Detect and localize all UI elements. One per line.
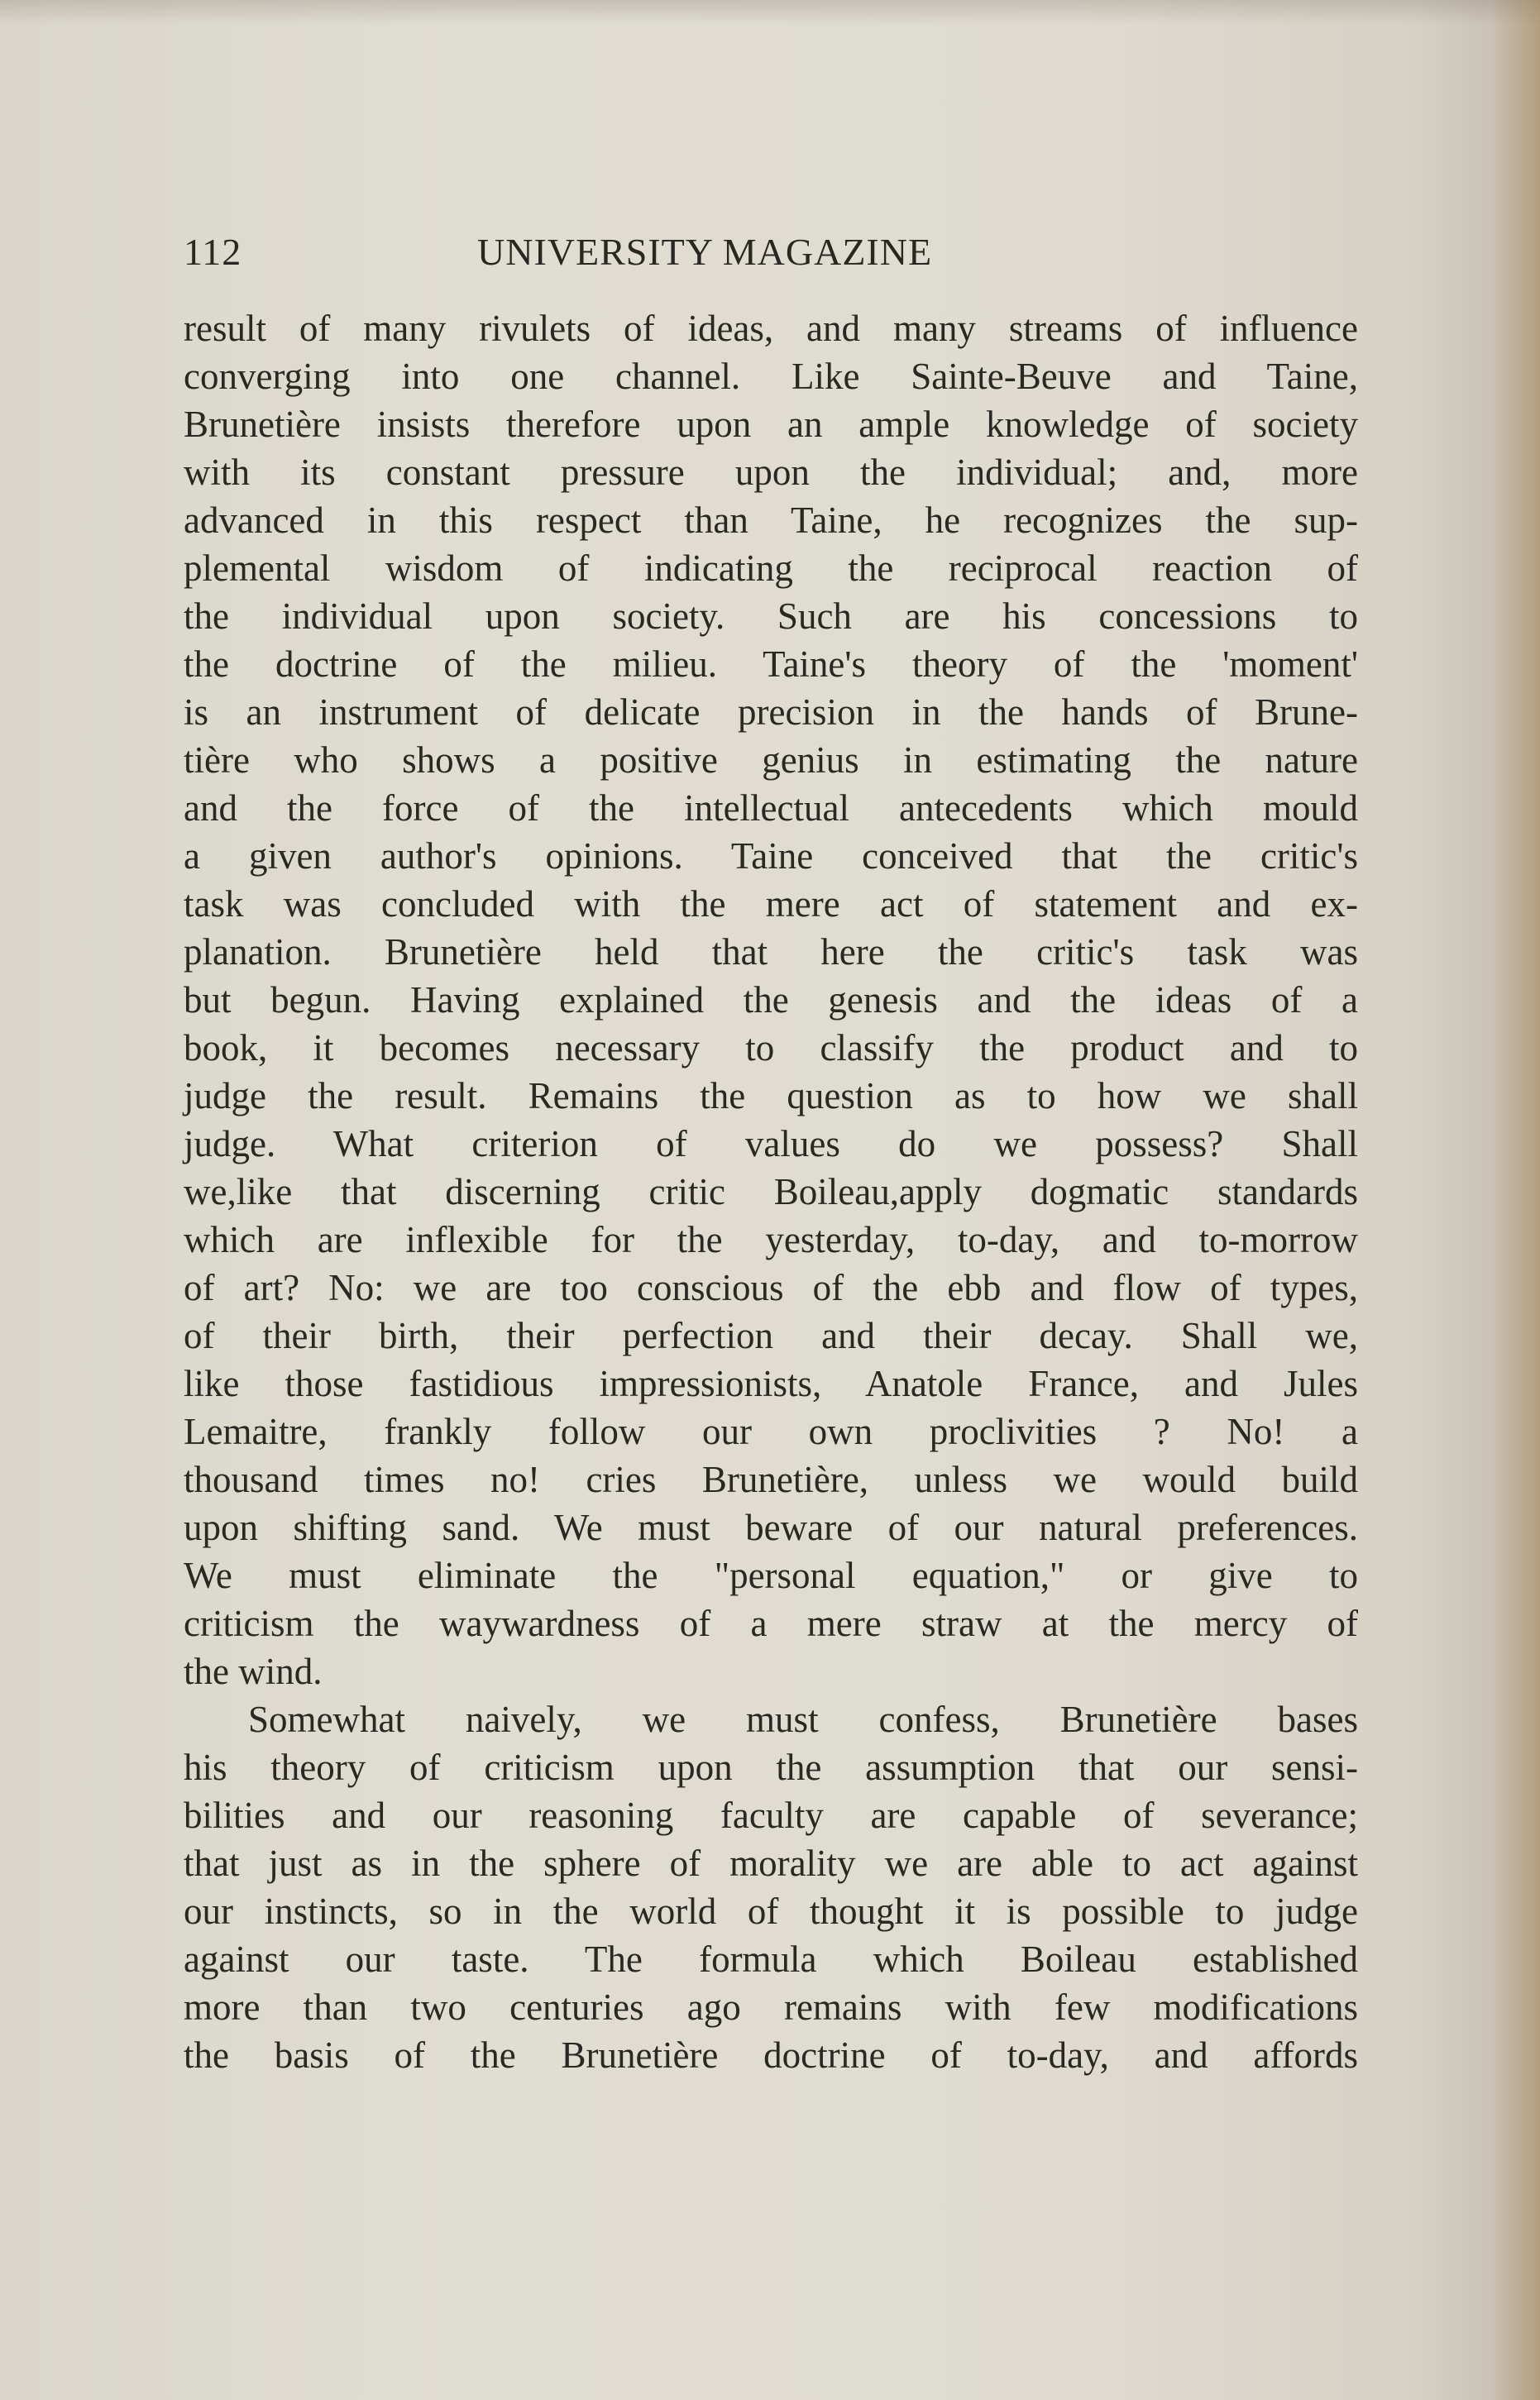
text-line: a given author's opinions. Taine conceived that the critic's	[184, 835, 1358, 877]
text-line: and the force of the intellectual antecedents which mould	[184, 787, 1358, 829]
text-line: the basis of the Brunetière doctrine of to-day, and affords	[184, 2034, 1358, 2076]
page-gutter-shadow	[1490, 0, 1540, 2400]
running-head	[184, 230, 1358, 280]
text-line: result of many rivulets of ideas, and many streams of influence	[184, 308, 1358, 349]
page-number: 112	[184, 231, 242, 273]
text-line: task was concluded with the mere act of statement and ex-	[184, 883, 1358, 925]
text-line: plemental wisdom of indicating the reciprocal reaction of	[184, 547, 1358, 589]
text-line: the individual upon society. Such are his concessions to	[184, 595, 1358, 637]
body-text	[184, 304, 1358, 2079]
text-line: we,like that discerning critic Boileau,apply dogmatic standards	[184, 1171, 1358, 1212]
text-line: judge the result. Remains the question as to how we shall	[184, 1075, 1358, 1116]
text-line: We must eliminate the "personal equation," or give to	[184, 1555, 1358, 1596]
text-line: his theory of criticism upon the assumption that our sensi-	[184, 1747, 1358, 1788]
text-line: Somewhat naively, we must confess, Brunetière bases	[248, 1699, 1358, 1740]
text-line: of their birth, their perfection and their decay. Shall we,	[184, 1315, 1358, 1356]
text-line: Lemaitre, frankly follow our own proclivities ? No! a	[184, 1411, 1358, 1452]
text-line: with its constant pressure upon the individual; and, more	[184, 452, 1358, 493]
text-line: tière who shows a positive genius in estimating the nature	[184, 739, 1358, 781]
text-line: like those fastidious impressionists, Anatole France, and Jules	[184, 1363, 1358, 1404]
text-line: but begun. Having explained the genesis and the ideas of a	[184, 979, 1358, 1021]
text-line: of art? No: we are too conscious of the ebb and flow of types,	[184, 1267, 1358, 1308]
text-line: criticism the waywardness of a mere straw at the mercy of	[184, 1603, 1358, 1644]
text-line: judge. What criterion of values do we possess? Shall	[184, 1123, 1358, 1164]
text-line: book, it becomes necessary to classify the product and to	[184, 1027, 1358, 1069]
text-line: our instincts, so in the world of thought it is possible to judge	[184, 1891, 1358, 1932]
text-line: planation. Brunetière held that here the critic's task was	[184, 931, 1358, 973]
text-line: Brunetière insists therefore upon an ample knowledge of society	[184, 404, 1358, 445]
text-line: converging into one channel. Like Sainte-Beuve and Taine,	[184, 356, 1358, 397]
text-line: is an instrument of delicate precision in the hands of Brune-	[184, 691, 1358, 733]
text-line: the wind.	[184, 1651, 323, 1692]
text-line: more than two centuries ago remains with few modifications	[184, 1986, 1358, 2028]
journal-title: UNIVERSITY MAGAZINE	[477, 231, 933, 273]
text-line: the doctrine of the milieu. Taine's theory of the 'moment'	[184, 643, 1358, 685]
page-top-shadow	[0, 0, 1540, 25]
text-line: thousand times no! cries Brunetière, unless we would build	[184, 1459, 1358, 1500]
text-line: against our taste. The formula which Boileau established	[184, 1939, 1358, 1980]
text-line: advanced in this respect than Taine, he recognizes the sup-	[184, 500, 1358, 541]
text-line: which are inflexible for the yesterday, to-day, and to-morrow	[184, 1219, 1358, 1260]
text-line: upon shifting sand. We must beware of our natural preferences.	[184, 1507, 1358, 1548]
text-line: that just as in the sphere of morality we are able to act against	[184, 1843, 1358, 1884]
text-line: bilities and our reasoning faculty are capable of severance;	[184, 1795, 1358, 1836]
